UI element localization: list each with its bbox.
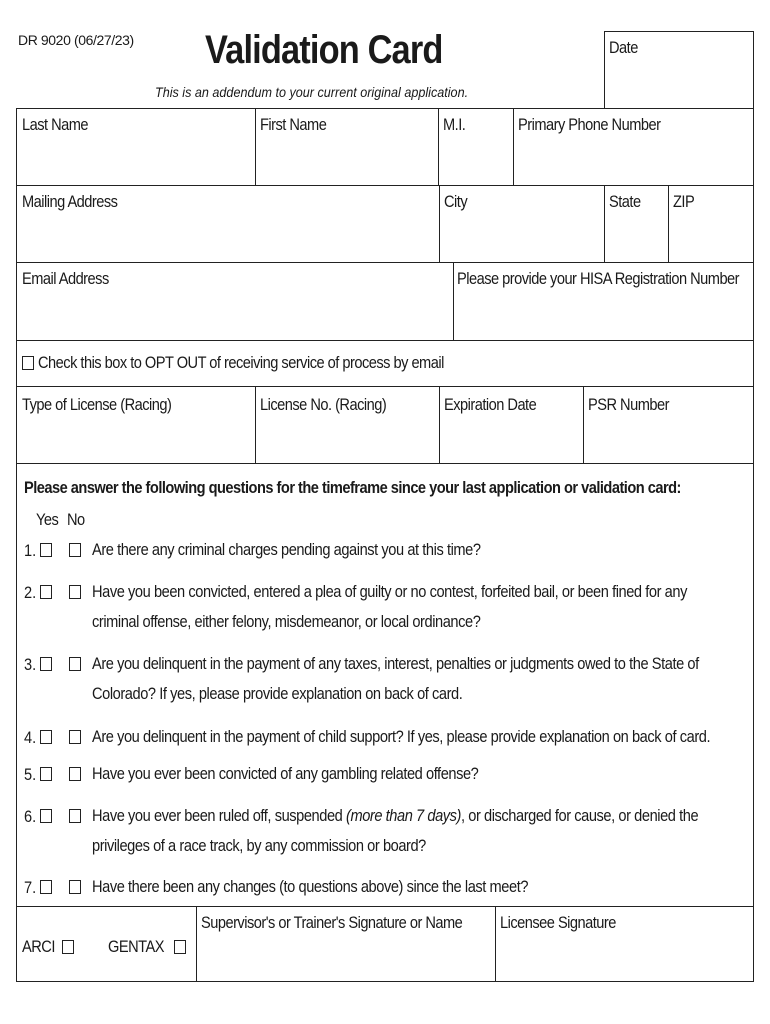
question-text: Are you delinquent in the payment of child support? If yes, please provide explanation on back of card. xyxy=(92,727,711,746)
city-label: City xyxy=(444,192,468,211)
license-type-label: Type of License (Racing) xyxy=(22,395,172,414)
phone-label: Primary Phone Number xyxy=(518,115,661,134)
license-number-field[interactable] xyxy=(255,386,440,464)
question-number: 5. xyxy=(24,765,37,784)
zip-field[interactable] xyxy=(668,185,754,263)
form-id: DR 9020 (06/27/23) xyxy=(18,32,134,48)
q5-yes-checkbox[interactable] xyxy=(40,767,52,781)
yes-header: Yes xyxy=(36,510,59,529)
psr-number-field[interactable] xyxy=(583,386,754,464)
middle-initial-field[interactable] xyxy=(438,108,514,186)
q1-no-checkbox[interactable] xyxy=(69,543,81,557)
state-label: State xyxy=(609,192,641,211)
first-name-field[interactable] xyxy=(255,108,439,186)
question-text-continued: Colorado? If yes, please provide explanation on back of card. xyxy=(92,684,463,703)
date-label: Date xyxy=(609,38,638,57)
opt-out-checkbox[interactable] xyxy=(22,356,34,370)
q3-no-checkbox[interactable] xyxy=(69,657,81,671)
arci-label: ARCI xyxy=(22,937,55,956)
hisa-registration-field[interactable] xyxy=(453,262,754,341)
city-field[interactable] xyxy=(439,185,605,263)
licensee-signature-field[interactable] xyxy=(495,906,754,982)
question-text: Have you ever been convicted of any gambling related offense? xyxy=(92,764,479,783)
question-number: 2. xyxy=(24,583,37,602)
hisa-registration-label: Please provide your HISA Registration Number xyxy=(457,269,740,288)
q6-yes-checkbox[interactable] xyxy=(40,809,52,823)
expiration-date-label: Expiration Date xyxy=(444,395,537,414)
arci-checkbox[interactable] xyxy=(62,940,74,954)
license-number-label: License No. (Racing) xyxy=(260,395,387,414)
question-number: 3. xyxy=(24,655,37,674)
question-text-continued: criminal offense, either felony, misdemeanor, or local ordinance? xyxy=(92,612,481,631)
last-name-label: Last Name xyxy=(22,115,89,134)
question-text-part: Have you ever been ruled off, suspended xyxy=(92,806,347,825)
q4-yes-checkbox[interactable] xyxy=(40,730,52,744)
gentax-checkbox[interactable] xyxy=(174,940,186,954)
question-text: Are you delinquent in the payment of any taxes, interest, penalties or judgments owed to the State of xyxy=(92,654,699,673)
q7-yes-checkbox[interactable] xyxy=(40,880,52,894)
q7-no-checkbox[interactable] xyxy=(69,880,81,894)
form-title: Validation Card xyxy=(205,28,443,72)
question-number: 4. xyxy=(24,728,37,747)
question-text: Are there any criminal charges pending against you at this time? xyxy=(92,540,481,559)
first-name-label: First Name xyxy=(260,115,327,134)
question-text-emphasis: (more than 7 days) xyxy=(346,806,461,825)
q5-no-checkbox[interactable] xyxy=(69,767,81,781)
question-text: Have there been any changes (to questions above) since the last meet? xyxy=(92,877,529,896)
psr-number-label: PSR Number xyxy=(588,395,669,414)
question-number: 7. xyxy=(24,878,37,897)
supervisor-signature-field[interactable] xyxy=(196,906,496,982)
question-text: Have you been convicted, entered a plea of guilty or no contest, forfeited bail, or been fined for any xyxy=(92,582,687,601)
opt-out-row xyxy=(16,340,754,387)
question-number: 1. xyxy=(24,541,37,560)
q2-no-checkbox[interactable] xyxy=(69,585,81,599)
mailing-address-label: Mailing Address xyxy=(22,192,118,211)
phone-field[interactable] xyxy=(513,108,754,186)
question-number: 6. xyxy=(24,807,37,826)
email-label: Email Address xyxy=(22,269,109,288)
expiration-date-field[interactable] xyxy=(439,386,584,464)
question-text-part: , or discharged for cause, or denied the xyxy=(460,806,699,825)
q6-no-checkbox[interactable] xyxy=(69,809,81,823)
q2-yes-checkbox[interactable] xyxy=(40,585,52,599)
supervisor-signature-label: Supervisor's or Trainer's Signature or Name xyxy=(201,913,463,932)
question-text-continued: privileges of a race track, by any commission or board? xyxy=(92,836,426,855)
arci-gentax-cell xyxy=(16,906,197,982)
q1-yes-checkbox[interactable] xyxy=(40,543,52,557)
state-field[interactable] xyxy=(604,185,669,263)
date-field[interactable] xyxy=(604,31,754,109)
licensee-signature-label: Licensee Signature xyxy=(500,913,616,932)
question-text xyxy=(92,801,698,831)
middle-initial-label: M.I. xyxy=(443,115,466,134)
no-header: No xyxy=(67,510,85,529)
opt-out-label: Check this box to OPT OUT of receiving service of process by email xyxy=(38,353,444,372)
q3-yes-checkbox[interactable] xyxy=(40,657,52,671)
zip-label: ZIP xyxy=(673,192,695,211)
q4-no-checkbox[interactable] xyxy=(69,730,81,744)
license-type-field[interactable] xyxy=(16,386,256,464)
mailing-address-field[interactable] xyxy=(16,185,440,263)
form-subtitle: This is an addendum to your current original application. xyxy=(155,84,469,100)
last-name-field[interactable] xyxy=(16,108,256,186)
email-field[interactable] xyxy=(16,262,454,341)
questions-intro: Please answer the following questions for the timeframe since your last application or validation card: xyxy=(24,478,681,497)
gentax-label: GENTAX xyxy=(108,937,164,956)
